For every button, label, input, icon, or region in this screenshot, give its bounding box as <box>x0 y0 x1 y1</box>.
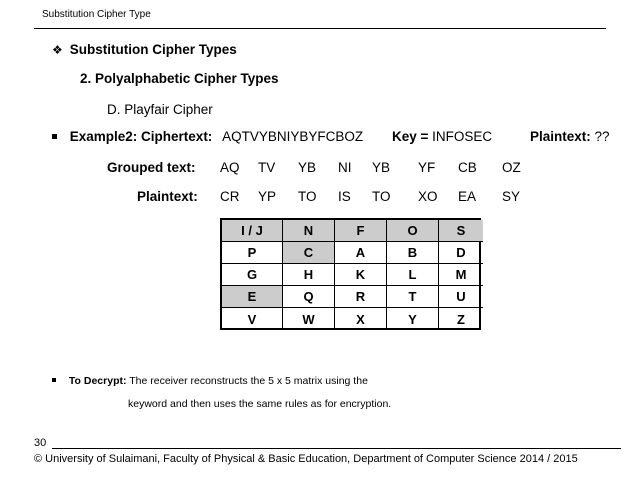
matrix-cell: K <box>335 264 387 286</box>
grouped-pair: YB <box>372 160 391 175</box>
ciphertext-value: AQTVYBNIYBYFCBOZ <box>222 129 364 144</box>
header-title: Substitution Cipher Type <box>42 9 151 20</box>
matrix-cell: E <box>222 286 283 308</box>
grouped-pair: YB <box>298 160 317 175</box>
square-bullet-icon <box>52 134 57 139</box>
plaintext-pair: YP <box>258 189 277 204</box>
plaintext-row-label: Plaintext: <box>137 189 198 204</box>
plaintext-pair: SY <box>502 189 521 204</box>
key-label: Key = <box>392 129 429 144</box>
subsubsection-title: D. Playfair Cipher <box>107 102 213 117</box>
matrix-cell: A <box>335 242 387 264</box>
decrypt-text-1: The receiver reconstructs the 5 x 5 matrix using the <box>129 375 368 387</box>
matrix-cell: G <box>222 264 283 286</box>
plaintext-pair: CR <box>220 189 240 204</box>
square-bullet-icon <box>52 378 56 382</box>
grouped-pair: OZ <box>502 160 521 175</box>
matrix-cell: S <box>439 220 483 242</box>
matrix-cell: D <box>439 242 483 264</box>
decrypt-label: To Decrypt: <box>68 375 127 387</box>
matrix-cell: X <box>335 308 387 330</box>
matrix-cell: P <box>222 242 283 264</box>
matrix-cell: L <box>387 264 439 286</box>
footer-divider <box>52 448 621 449</box>
matrix-cell: W <box>283 308 335 330</box>
grouped-pair: TV <box>258 160 276 175</box>
playfair-matrix <box>220 218 481 330</box>
grouped-pair: CB <box>458 160 477 175</box>
matrix-cell: V <box>222 308 283 330</box>
matrix-cell: O <box>387 220 439 242</box>
matrix-cell: H <box>283 264 335 286</box>
footer-copyright: © University of Sulaimani, Faculty of Physical & Basic Education, Department of Computer Science 2014 / 2015 <box>34 453 578 465</box>
example-row <box>52 129 363 144</box>
matrix-cell: T <box>387 286 439 308</box>
matrix-cell: F <box>335 220 387 242</box>
matrix-cell: I / J <box>222 220 283 242</box>
diamond-bullet-icon: ❖ <box>52 43 63 57</box>
matrix-cell: U <box>439 286 483 308</box>
matrix-cell: C <box>283 242 335 264</box>
key-group <box>392 129 492 144</box>
header-divider <box>34 28 606 29</box>
decrypt-line-2: keyword and then uses the same rules as for encryption. <box>128 398 392 410</box>
section-title-text: Substitution Cipher Types <box>69 42 237 57</box>
key-value: INFOSEC <box>432 129 493 144</box>
grouped-pair: AQ <box>220 160 240 175</box>
plaintext-pair: IS <box>338 189 351 204</box>
grouped-label: Grouped text: <box>107 160 196 175</box>
matrix-cell: N <box>283 220 335 242</box>
plaintext-pair: EA <box>458 189 477 204</box>
plaintext-group <box>530 129 610 144</box>
section-title <box>52 42 237 57</box>
plaintext-label: Plaintext: <box>530 129 591 144</box>
plaintext-pair: TO <box>298 189 317 204</box>
matrix-cell: B <box>387 242 439 264</box>
plaintext-pair: XO <box>418 189 438 204</box>
matrix-cell: Y <box>387 308 439 330</box>
matrix-cell: R <box>335 286 387 308</box>
plaintext-value: ?? <box>594 129 610 144</box>
subsection-title: 2. Polyalphabetic Cipher Types <box>80 71 279 86</box>
plaintext-pair: TO <box>372 189 391 204</box>
grouped-pair: YF <box>418 160 436 175</box>
matrix-cell: Z <box>457 311 465 327</box>
matrix-cell: M <box>439 264 483 286</box>
page-number: 30 <box>34 437 47 449</box>
matrix-cell: Q <box>283 286 335 308</box>
grouped-pair: NI <box>338 160 352 175</box>
example-label: Example2: Ciphertext: <box>69 129 213 144</box>
decrypt-line-1 <box>52 375 368 387</box>
